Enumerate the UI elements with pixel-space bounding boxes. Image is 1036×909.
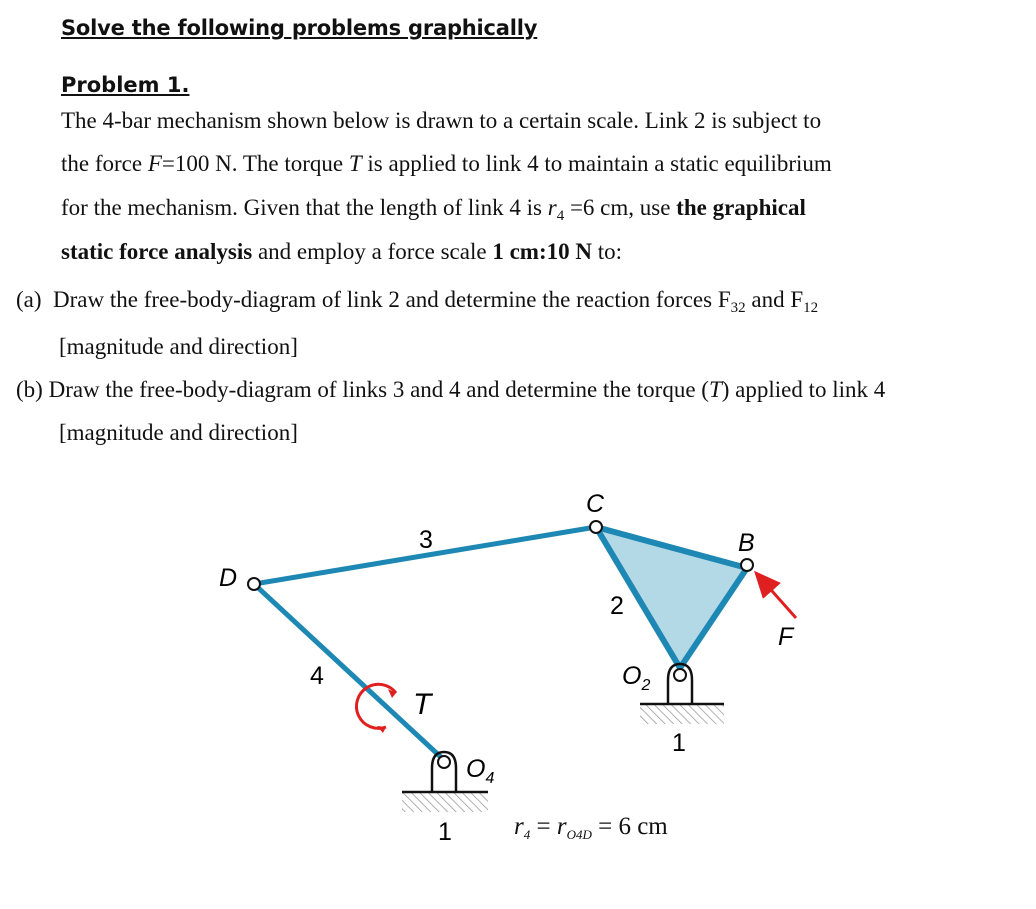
page-heading: Solve the following problems graphically [61,16,538,40]
label-link-2: 2 [610,592,624,620]
label-ground-1b: 1 [438,818,452,846]
label-ground-1a: 1 [672,729,686,757]
pin-c [590,521,602,533]
body-line-1: The 4-bar mechanism shown below is drawn to a certain scale. Link 2 is subject to [61,108,822,133]
body-line-4: static force analysis and employ a force scale 1 cm:10 N to: [61,239,622,264]
label-d: D [219,564,238,592]
part-a: (a) Draw the free-body-diagram of link 2 and determine the reaction forces $F_{32}$ and $F_{12}$ [16,287,819,316]
label-o2: $O_2$ [622,662,651,694]
pin-d [248,578,260,590]
label-link-4: 4 [310,662,324,690]
part-b-line-2: [magnitude and direction] [59,420,298,445]
part-b-label: (b) [16,377,43,402]
label-link-3: 3 [419,526,433,554]
body-line-2: the force F=100 N. The torque T is applied to link 4 to maintain a static equilibrium [61,151,832,176]
label-o4: $O_4$ [466,755,495,787]
length-formula: $r_4 = r_{O4D} = 6$ cm [514,813,668,842]
label-b: B [738,529,755,557]
link-4 [254,584,444,760]
pin-o2 [674,669,686,681]
part-a-line-2: [magnitude and direction] [59,334,298,359]
part-a-label: (a) [16,287,42,312]
force-f-arrow [756,573,796,618]
problem-title: Problem 1. [61,73,190,97]
body-line-3: for the mechanism. Given that the length of link 4 is $r_4 =6$ cm, use the graphical [61,195,806,224]
pin-o4 [438,756,450,768]
part-b: (b) Draw the free-body-diagram of links 3 and 4 and determine the torque (T) applied to link 4 [16,377,886,402]
label-f: F [778,623,794,651]
pin-b [741,559,753,571]
label-t: T [413,688,432,721]
label-c: C [586,490,605,518]
